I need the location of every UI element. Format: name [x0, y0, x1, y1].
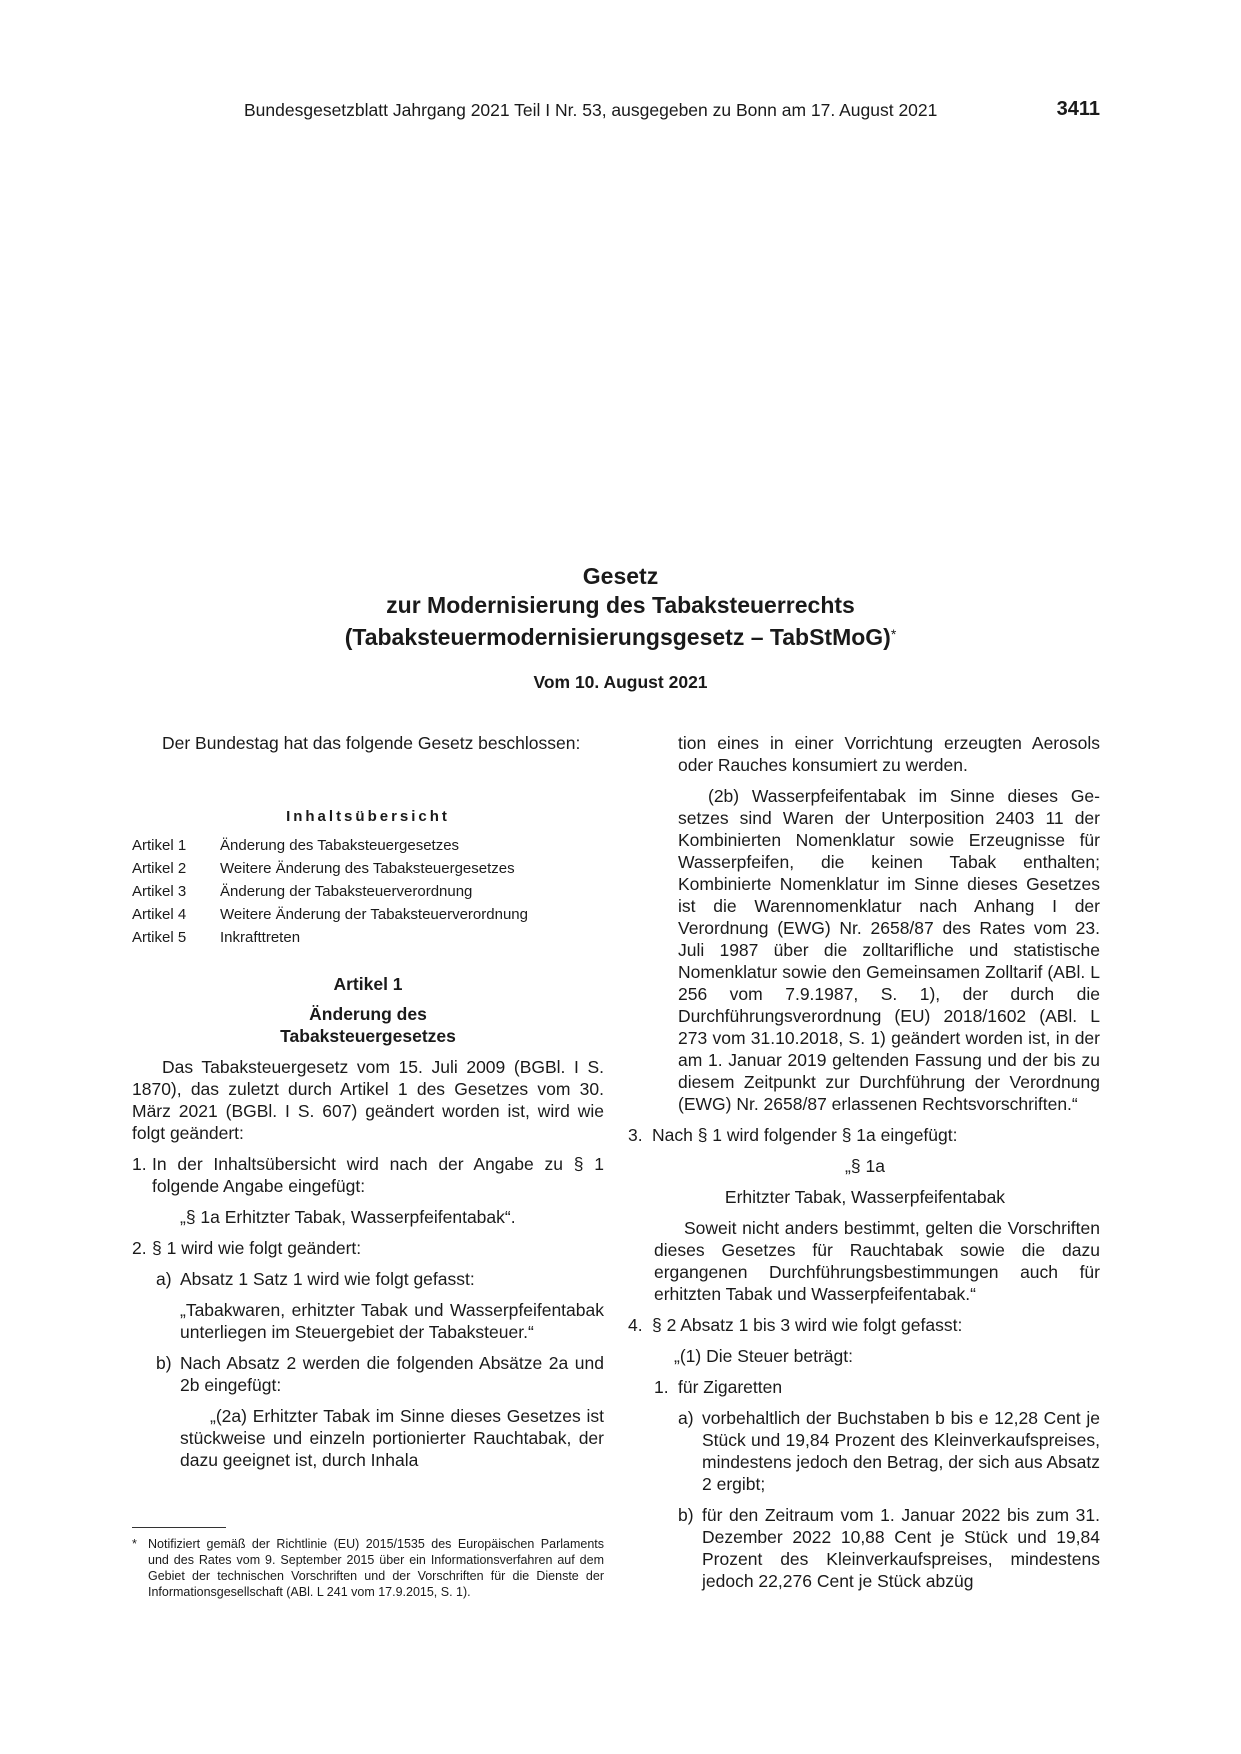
toc-item-title: Weitere Änderung des Tabaksteuergesetzes: [220, 860, 515, 877]
tax-rate-subitem-b: [678, 1504, 1100, 1592]
toc-item: [132, 880, 604, 903]
item-text: § 1 wird wie folgt geändert:: [152, 1238, 362, 1258]
footnote-rule: [132, 1527, 226, 1528]
section-1a-text: Soweit nicht anders bestimmt, gelten die Vorschriften dieses Gesetzes für Rauchtabak sowie die dazu ergangenen Durchführungsbestimmungen auch für erhitzten Tabak und Wasserpfeifentabak.“: [654, 1218, 1100, 1304]
tax-rate-intro-quote: „(1) Die Steuer beträgt:: [674, 1346, 853, 1366]
running-header: [244, 100, 1100, 124]
inserted-toc-entry: „§ 1a Erhitzter Tabak, Wasserpfeifentabak“.: [180, 1207, 516, 1227]
amendment-item-2: [132, 1237, 604, 1259]
toc-item-number: Artikel 3: [132, 883, 187, 900]
item-text: In der Inhaltsübersicht wird nach der Angabe zu § 1 folgende Angabe eingefügt:: [152, 1154, 604, 1196]
toc-item: [132, 834, 604, 857]
subitem-letter: a): [678, 1408, 694, 1428]
right-column: [630, 732, 1100, 1592]
title-line-1: Gesetz: [582, 563, 659, 589]
toc-item-title: Weitere Änderung der Tabaksteuerverordnung: [220, 906, 528, 923]
amendment-item-4: [628, 1314, 1100, 1336]
paragraph-2b-quote: (2b) Wasserpfeifentabak im Sinne dieses Gesetzes sind Waren der Unterposition 2403 11 der Kombinierten Nomenklatur sowie Erzeugnisse für Wasserpfeifen, die keinen Tabak enthalten; Kombinierte Nomenklatur im Sinne dieses Gesetzes ist die Warennomenklatur nach Anhang I der Verordnung (EWG) Nr. 2658/87 des Rates vom 23. Juli 1987 über die zolltarifliche und statistische Nomenklatur sowie den Gemeinsamen Zolltarif (ABl. L 256 vom 7.9.1987, S. 1), der durch die Durchführungsverordnung (EU) 2018/1602 (ABl. L 273 vom 31.10.2018, S. 1) geändert worden ist, in der am 1. Januar 2019 geltenden Fassung und der bis zu diesem Zeitpunkt zur Durchführung der Verordnung (EWG) Nr. 2658/87 erlassenen Rechtsvorschriften.“: [678, 786, 1100, 1114]
footnote-text: Notifiziert gemäß der Richtlinie (EU) 2015/1535 des Europäischen Parlaments und des Rates vom 9. September 2015 über ein Informationsverfahren auf dem Gebiet der technischen Vorschriften und der Vorschriften für die Dienste der Informationsgesellschaft (ABl. L 241 vom 17.9.2015, S. 1).: [148, 1537, 604, 1599]
section-1a-title: Erhitzter Tabak, Wasserpfeifentabak: [724, 1187, 1006, 1207]
footnote-mark: *: [132, 1537, 137, 1551]
toc-heading: Inhaltsübersicht: [286, 808, 450, 825]
enactment-clause: Der Bundestag hat das folgende Gesetz beschlossen:: [162, 733, 581, 753]
tax-rate-subitem-a: [678, 1407, 1100, 1495]
toc-item: [132, 903, 604, 926]
toc-list: [132, 834, 604, 949]
amendment-subitem-b: [156, 1352, 604, 1396]
tax-rate-item-1: [654, 1376, 1100, 1398]
toc-item: [132, 926, 604, 949]
toc-item-title: Änderung der Tabaksteuerverordnung: [220, 883, 473, 900]
left-column: [132, 732, 604, 1471]
subitem-text: vorbehaltlich der Buchstaben b bis e 12,28 Cent je Stück und 19,84 Prozent des Kleinverkaufspreises, mindestens jedoch den Betrag, der sich aus Absatz 2 ergibt;: [702, 1408, 1100, 1494]
item-text: Nach § 1 wird folgender § 1a eingefügt:: [652, 1125, 958, 1145]
toc-item-title: Inkrafttreten: [220, 929, 301, 946]
new-sentence-quote: „Tabakwaren, erhitzter Tabak und Wasserpfeifentabak unterliegen im Steuergebiet der Tabaksteuer.“: [180, 1300, 604, 1342]
article-title-line-1: Änderung des: [309, 1004, 427, 1024]
item-number: 4.: [628, 1315, 643, 1335]
title-short-name: (Tabaksteuermodernisierungsgesetz – TabStMoG): [344, 624, 891, 650]
toc-item-number: Artikel 5: [132, 929, 187, 946]
toc-item: [132, 857, 604, 880]
page-number: 3411: [1056, 98, 1100, 120]
amendment-subitem-a: [156, 1268, 604, 1290]
title-line-3: [0, 620, 1241, 652]
subitem-text: Nach Absatz 2 werden die folgenden Absätze 2a und 2b eingefügt:: [180, 1353, 604, 1395]
law-date: Vom 10. August 2021: [533, 672, 708, 692]
toc-item-title: Änderung des Tabaksteuergesetzes: [220, 837, 460, 854]
subitem-letter: b): [678, 1505, 694, 1525]
item-text: § 2 Absatz 1 bis 3 wird wie folgt gefasst:: [652, 1315, 963, 1335]
toc-item-number: Artikel 1: [132, 837, 187, 854]
article-title-line-2: Tabaksteuergesetzes: [280, 1026, 456, 1046]
running-title: Bundesgesetzblatt Jahrgang 2021 Teil I Nr. 53, ausgegeben zu Bonn am 17. August 2021: [244, 100, 938, 120]
paragraph-2a-continued: tion eines in einer Vorrichtung erzeugten Aerosols oder Rauches konsumiert zu werden.: [678, 733, 1100, 775]
amendment-item-3: [628, 1124, 1100, 1146]
subitem-text: für den Zeitraum vom 1. Januar 2022 bis zum 31. Dezember 2022 10,88 Cent je Stück und 19,84 Prozent des Kleinverkaufspreises, mindestens jedoch 22,276 Cent je Stück abzüg: [702, 1505, 1100, 1591]
item-number: 3.: [628, 1125, 643, 1145]
article-number: Artikel 1: [333, 974, 403, 994]
subitem-letter: a): [156, 1269, 172, 1289]
item-number: 1.: [132, 1154, 147, 1174]
title-footnote-mark: *: [890, 626, 897, 642]
paragraph-2a-quote: „(2a) Erhitzter Tabak im Sinne dieses Gesetzes ist stückweise und einzeln portionierter Rauchtabak, der dazu geeignet ist, durch Inhala: [180, 1406, 604, 1470]
footnote: [132, 1536, 604, 1600]
amendment-item-1: [132, 1153, 604, 1197]
title-line-2: zur Modernisierung des Tabaksteuerrechts: [386, 592, 855, 618]
subitem-letter: b): [156, 1353, 172, 1373]
toc-item-number: Artikel 4: [132, 906, 187, 923]
item-number: 2.: [132, 1238, 147, 1258]
subitem-text: für Zigaretten: [678, 1377, 783, 1397]
law-title-block: [0, 562, 1241, 693]
article-intro-paragraph: Das Tabaksteuergesetz vom 15. Juli 2009 (BGBl. I S. 1870), das zuletzt durch Artikel 1 des Gesetzes vom 30. März 2021 (BGBl. I S. 607) geändert worden ist, wird wie folgt geändert:: [132, 1057, 604, 1143]
subitem-text: Absatz 1 Satz 1 wird wie folgt gefasst:: [180, 1269, 475, 1289]
toc-item-number: Artikel 2: [132, 860, 187, 877]
section-1a-number: „§ 1a: [845, 1156, 885, 1176]
subitem-number: 1.: [654, 1377, 669, 1397]
